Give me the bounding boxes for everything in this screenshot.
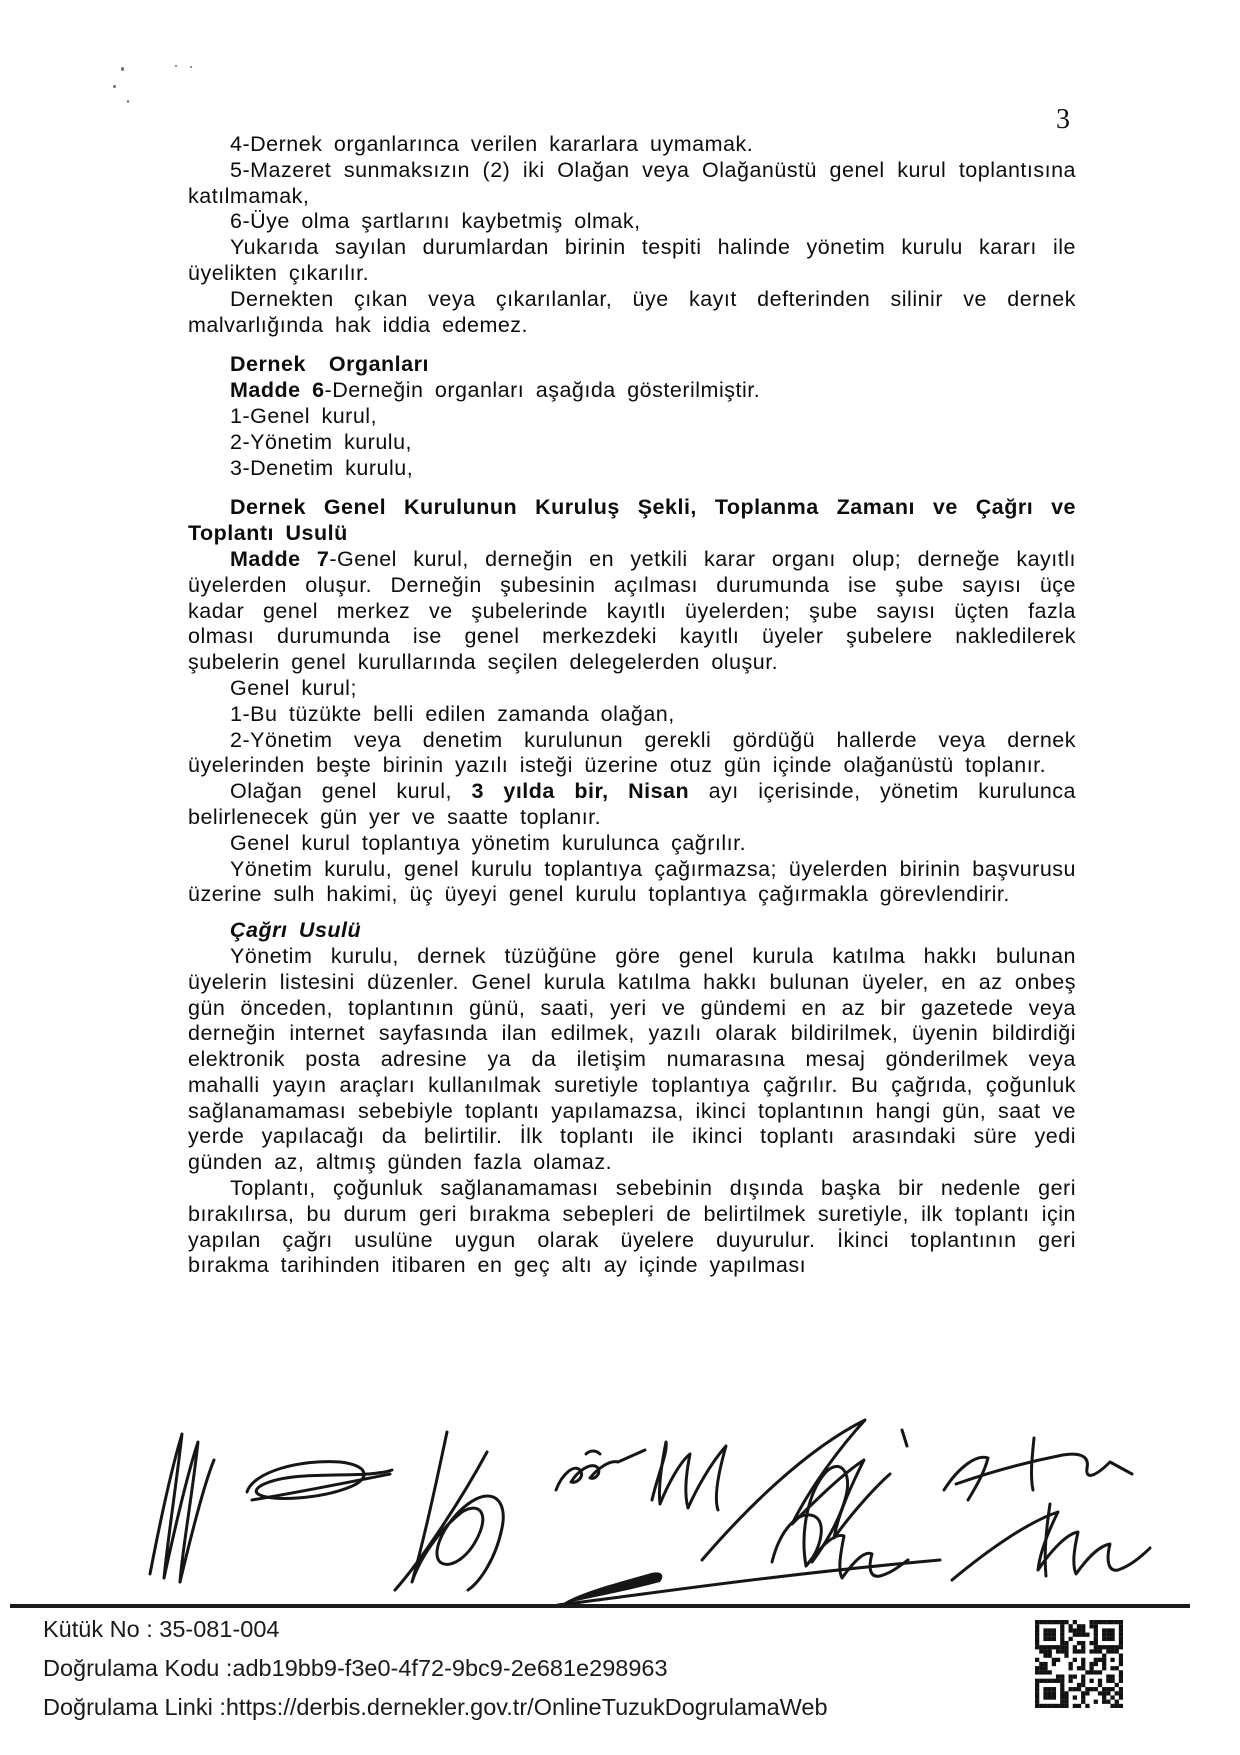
footer [43, 1610, 828, 1727]
verification-link: Doğrulama Linki :https://derbis.dernekler.gov.tr/OnlineTuzukDogrulamaWeb [43, 1694, 828, 1720]
para-expulsion-note: Yukarıda sayılan durumlardan birinin tespiti halinde yönetim kurulu kararı ile üyelikten çıkarılır. [188, 235, 1076, 285]
heading-cagri-usulu: Çağrı Usulü [230, 918, 362, 943]
para-olaganustu: 2-Yönetim veya denetim kurulunun gerekli gördüğü hallerde veya dernek üyelerinden beşte birinin yazılı isteği üzerine otuz gün içinde olağanüstü toplanır. [188, 727, 1076, 778]
handwritten-signatures-icon [0, 1412, 1240, 1608]
para-cagri-usulu-2: Toplantı, çoğunluk sağlanamaması sebebinin dışında başka bir nedenle geri bırakılırsa, bu durum geri bırakma sebepleri de belirtilmek suretiyle, ilk toplantı için yapılan çağrı usulüne uygun olarak üyelere duyurulur. İkinci toplantının geri bırakma tarihinden itibaren en geç altı ay içinde yapılması [188, 1176, 1076, 1278]
para-rule-6: 6-Üye olma şartlarını kaybetmiş olmak, [230, 209, 641, 234]
olagan-pre: Olağan genel kurul, [230, 779, 472, 804]
para-rule-5: 5-Mazeret sunmaksızın (2) iki Olağan veya Olağanüstü genel kurul toplantısına katılmamak, [188, 157, 1076, 208]
scan-speck [121, 67, 124, 71]
document-body [188, 132, 1088, 1279]
scan-speck [190, 66, 192, 68]
olagan-bold: 3 yılda bir, Nisan [471, 779, 690, 804]
para-genel-kurul-intro: Genel kurul; [230, 675, 357, 700]
para-madde-6 [188, 378, 1076, 404]
madde-6-label: Madde 6 [230, 378, 325, 403]
list-item-denetim-kurulu: 3-Denetim kurulu, [230, 455, 414, 480]
scan-speck [175, 65, 177, 67]
heading-dernek-organlari: Dernek Organları [230, 352, 429, 377]
para-cagri-usulu-1: Yönetim kurulu, dernek tüzüğüne göre genel kurula katılma hakkı bulunan üyelerin listesini düzenler. Genel kurula katılma hakkı bulunan üyeler, en az onbeş gün önceden, toplantının günü, saati, yeri ve gündemi en az bir gazetede veya derneğin internet sayfasında ilan edilmek, yazılı olarak bildirilmek, üyenin bildirdiği elektronik posta adresine ya da iletişim numarasına mesaj gönderilmek veya mahalli yayın araçları kullanılmak suretiyle toplantıya çağrılır. Bu çağrıda, çoğunluk sağlanamaması sebebiyle toplantı yapılamazsa, ikinci toplantının hangi gün, saat ve yerde yapılacağı da belirtilir. İlk toplantı ile ikinci toplantı arasındaki süre yedi günden az, altmış günden fazla olamaz. [188, 943, 1076, 1175]
madde-6-text: -Derneğin organları aşağıda gösterilmiştir. [324, 378, 761, 403]
scan-speck [127, 100, 129, 103]
para-olagan-zaman: 1-Bu tüzükte belli edilen zamanda olağan, [230, 701, 675, 726]
footer-divider [10, 1604, 1190, 1608]
list-item-genel-kurul: 1-Genel kurul, [230, 403, 378, 428]
olagan-post: ayı içerisinde, yönetim kurulunca belirlenecek gün yer ve saatte toplanır. [188, 779, 1076, 829]
verification-code: Doğrulama Kodu :adb19bb9-f3e0-4f72-9bc9-2e681e298963 [43, 1655, 668, 1681]
para-removal-note: Dernekten çıkan veya çıkarılanlar, üye kayıt defterinden silinir ve dernek malvarlığında hak iddia edemez. [188, 286, 1076, 337]
scan-speck [113, 85, 116, 88]
para-madde-7 [188, 547, 1076, 676]
list-item-yonetim-kurulu: 2-Yönetim kurulu, [230, 429, 412, 454]
signatures-block [0, 1412, 1240, 1608]
registry-number: Kütük No : 35-081-004 [43, 1616, 280, 1642]
para-cagri-1: Genel kurul toplantıya yönetim kurulunca çağrılır. [230, 830, 747, 855]
page-number: 3 [1056, 104, 1070, 135]
heading-genel-kurul: Dernek Genel Kurulunun Kuruluş Şekli, Toplanma Zamanı ve Çağrı ve Toplantı Usulü [188, 495, 1088, 546]
para-olagan-genel-kurul [188, 779, 1076, 831]
qr-code-icon [1035, 1620, 1123, 1708]
madde-7-text: -Genel kurul, derneğin en yetkili karar organı olup; derneğe kayıtlı üyelerden oluşur. Derneğin şubesinin açılması durumunda ise şube sayısı üçe kadar genel merkez ve şubelerinde kayıtlı üyelerden; şube sayısı üçten fazla olması durumunda ise genel merkezdeki kayıtlı üyeler şubelere nakledilerek şubelerin genel kurullarında seçilen delegelerden oluşur. [188, 546, 1076, 675]
para-cagri-2: Yönetim kurulu, genel kurulu toplantıya çağırmazsa; üyelerden birinin başvurusu üzerine sulh hakimi, üç üyeyi genel kurulu toplantıya çağırmakla görevlendirir. [188, 856, 1076, 907]
madde-7-label: Madde 7 [230, 546, 330, 571]
para-rule-4: 4-Dernek organlarınca verilen kararlara uymamak. [230, 132, 754, 156]
